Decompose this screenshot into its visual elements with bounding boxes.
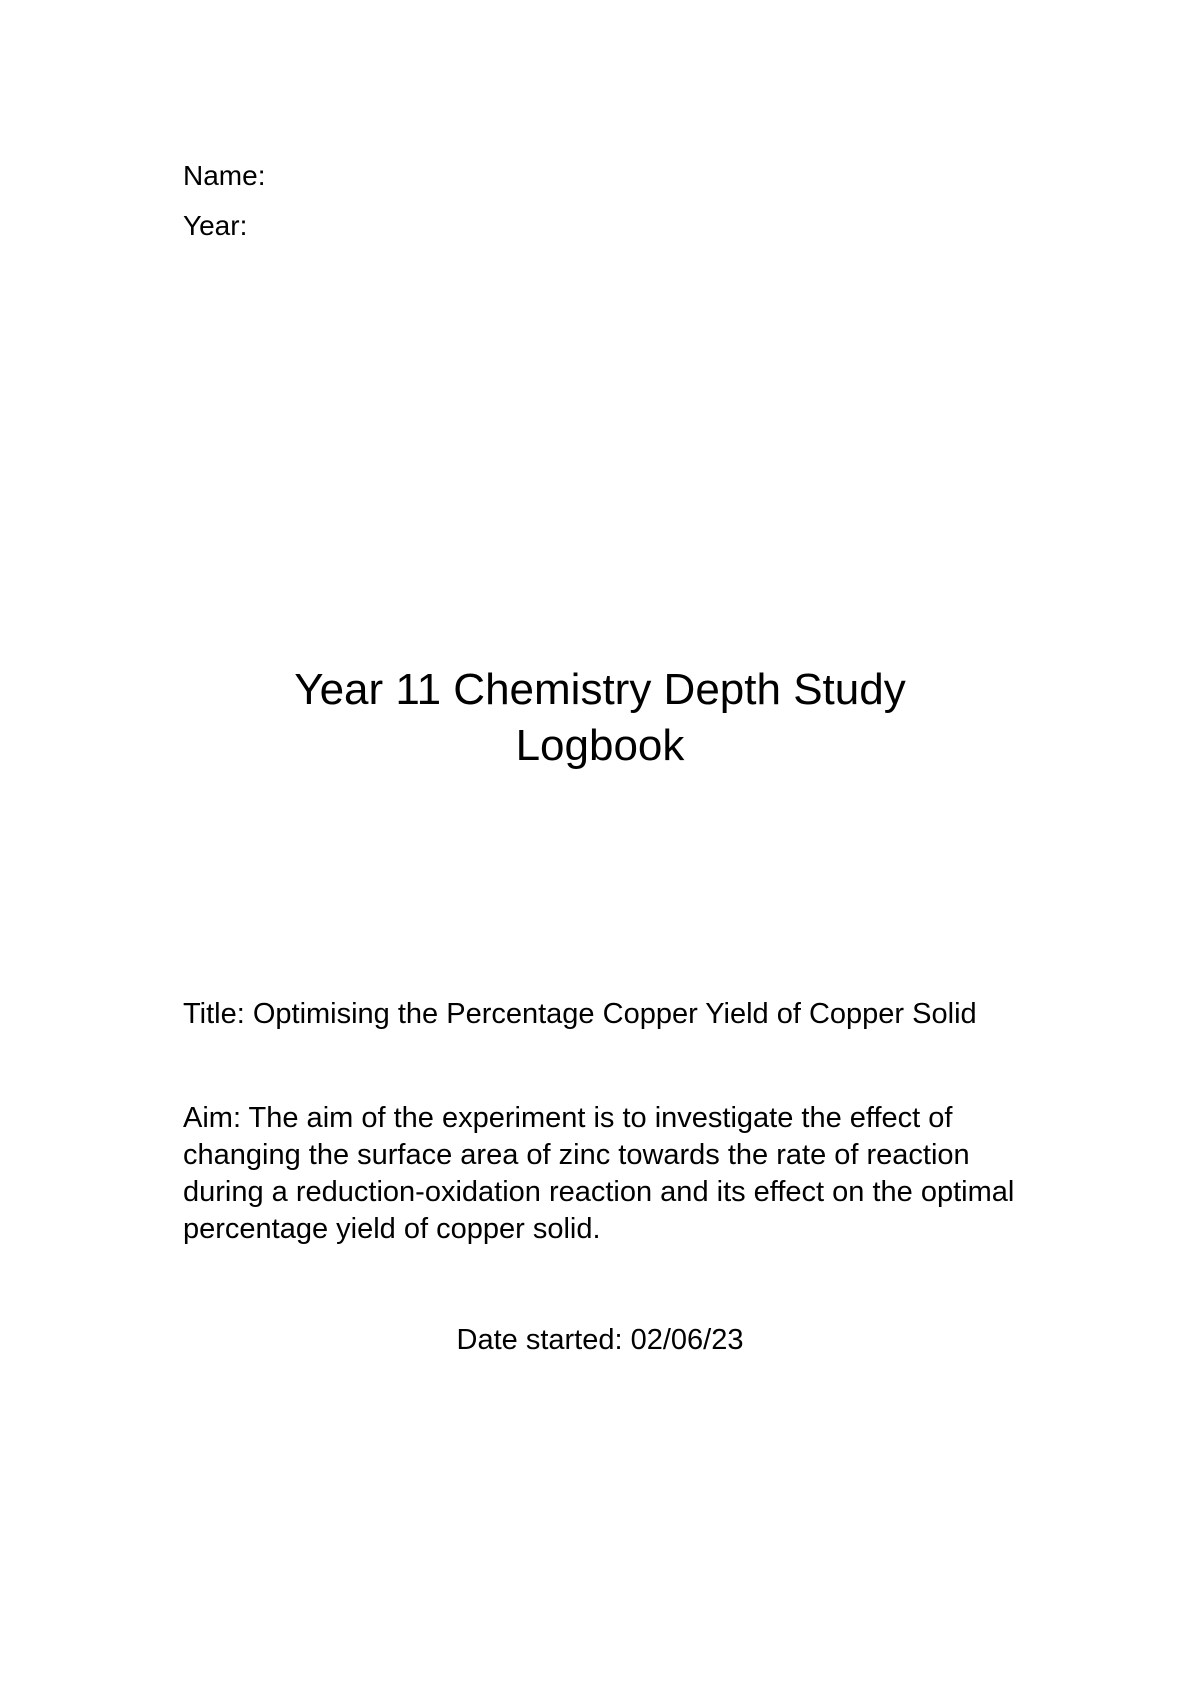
document-title-line-2: Logbook [515,721,685,770]
year-field-label: Year: [183,210,248,241]
document-title-line-1: Year 11 Chemistry Depth Study [294,665,906,714]
document-title [0,662,1200,774]
experiment-title: Title: Optimising the Percentage Copper Yield of Copper Solid [183,998,977,1030]
date-started: Date started: 02/06/23 [456,1324,744,1356]
name-field-label: Name: [183,160,266,191]
experiment-aim: Aim: The aim of the experiment is to investigate the effect of changing the surface area of zinc towards the rate of reaction during a reduction-oxidation reaction and its effect on the optimal percentage yield of copper solid. [183,1102,1015,1245]
